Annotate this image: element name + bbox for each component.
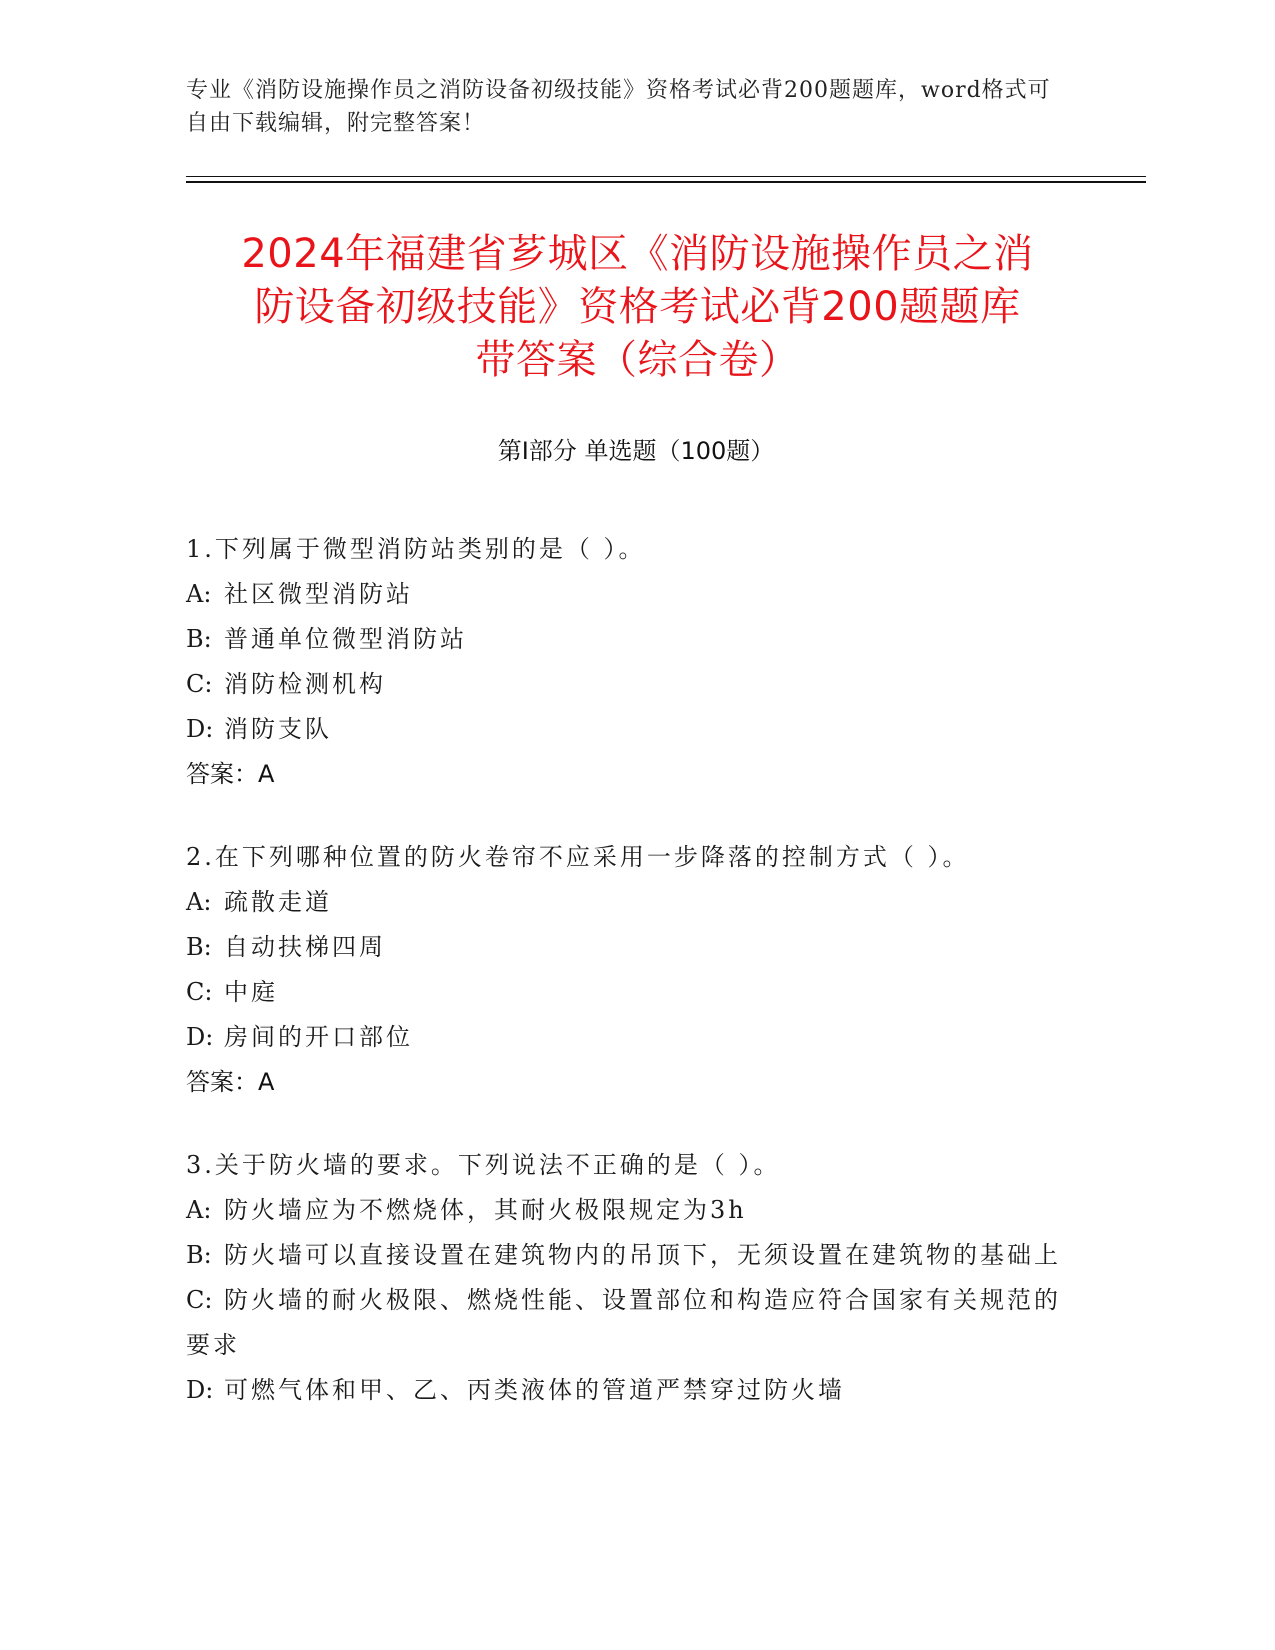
answer-line: 答案：A <box>186 1068 275 1096</box>
option-c <box>186 970 1066 1015</box>
option-text: 防火墙可以直接设置在建筑物内的吊顶下，无须设置在建筑物的基础上 <box>224 1241 1061 1269</box>
option-letter: C: <box>186 670 213 698</box>
option-a <box>186 880 1066 925</box>
option-text: 消防支队 <box>224 715 332 743</box>
title-line-3: 带答案（综合卷） <box>475 337 800 383</box>
option-b <box>186 1233 1066 1278</box>
option-letter: D: <box>186 1023 214 1051</box>
option-text: 消防检测机构 <box>224 670 386 698</box>
option-letter: A: <box>186 888 212 916</box>
option-letter: C: <box>186 1286 213 1314</box>
answer-line: 答案：A <box>186 760 275 788</box>
section-heading: 第Ⅰ部分 单选题（100题） <box>497 437 775 465</box>
option-text: 社区微型消防站 <box>224 580 413 608</box>
option-text: 普通单位微型消防站 <box>224 625 467 653</box>
header-note: 专业《消防设施操作员之消防设备初级技能》资格考试必背200题题库，word格式可自由下载编辑，附完整答案！ <box>186 78 1051 136</box>
option-d <box>186 707 1066 752</box>
title-line-1: 2024年福建省芗城区《消防设施操作员之消 <box>241 231 1034 277</box>
question-stem: 1.下列属于微型消防站类别的是（ ）。 <box>186 535 646 563</box>
question-2 <box>186 835 1066 1105</box>
option-d <box>186 1015 1066 1060</box>
option-letter: B: <box>186 933 212 961</box>
header-divider-thick <box>186 181 1146 183</box>
option-letter: D: <box>186 715 214 743</box>
option-text: 中庭 <box>224 978 278 1006</box>
question-list <box>186 527 1066 1451</box>
option-letter: D: <box>186 1376 214 1404</box>
option-c <box>186 662 1066 707</box>
document-title <box>150 228 1125 387</box>
option-letter: B: <box>186 1241 212 1269</box>
option-b <box>186 617 1066 662</box>
option-letter: A: <box>186 1196 212 1224</box>
option-letter: A: <box>186 580 212 608</box>
option-c <box>186 1278 1066 1368</box>
question-stem: 3.关于防火墙的要求。下列说法不正确的是（ ）。 <box>186 1151 781 1179</box>
option-letter: C: <box>186 978 213 1006</box>
option-a <box>186 572 1066 617</box>
question-3 <box>186 1143 1066 1413</box>
option-b <box>186 925 1066 970</box>
option-d <box>186 1368 1066 1413</box>
option-text: 疏散走道 <box>224 888 332 916</box>
option-text: 可燃气体和甲、乙、丙类液体的管道严禁穿过防火墙 <box>224 1376 845 1404</box>
option-text: 自动扶梯四周 <box>224 933 386 961</box>
option-a <box>186 1188 1066 1233</box>
option-text: 房间的开口部位 <box>224 1023 413 1051</box>
option-text: 防火墙的耐火极限、燃烧性能、设置部位和构造应符合国家有关规范的要求 <box>186 1286 1061 1359</box>
option-text: 防火墙应为不燃烧体，其耐火极限规定为3h <box>224 1196 747 1224</box>
title-line-2: 防设备初级技能》资格考试必背200题题库 <box>254 284 1021 330</box>
header-divider-thin <box>186 176 1146 177</box>
question-1 <box>186 527 1066 797</box>
question-stem: 2.在下列哪种位置的防火卷帘不应采用一步降落的控制方式（ ）。 <box>186 843 970 871</box>
option-letter: B: <box>186 625 212 653</box>
